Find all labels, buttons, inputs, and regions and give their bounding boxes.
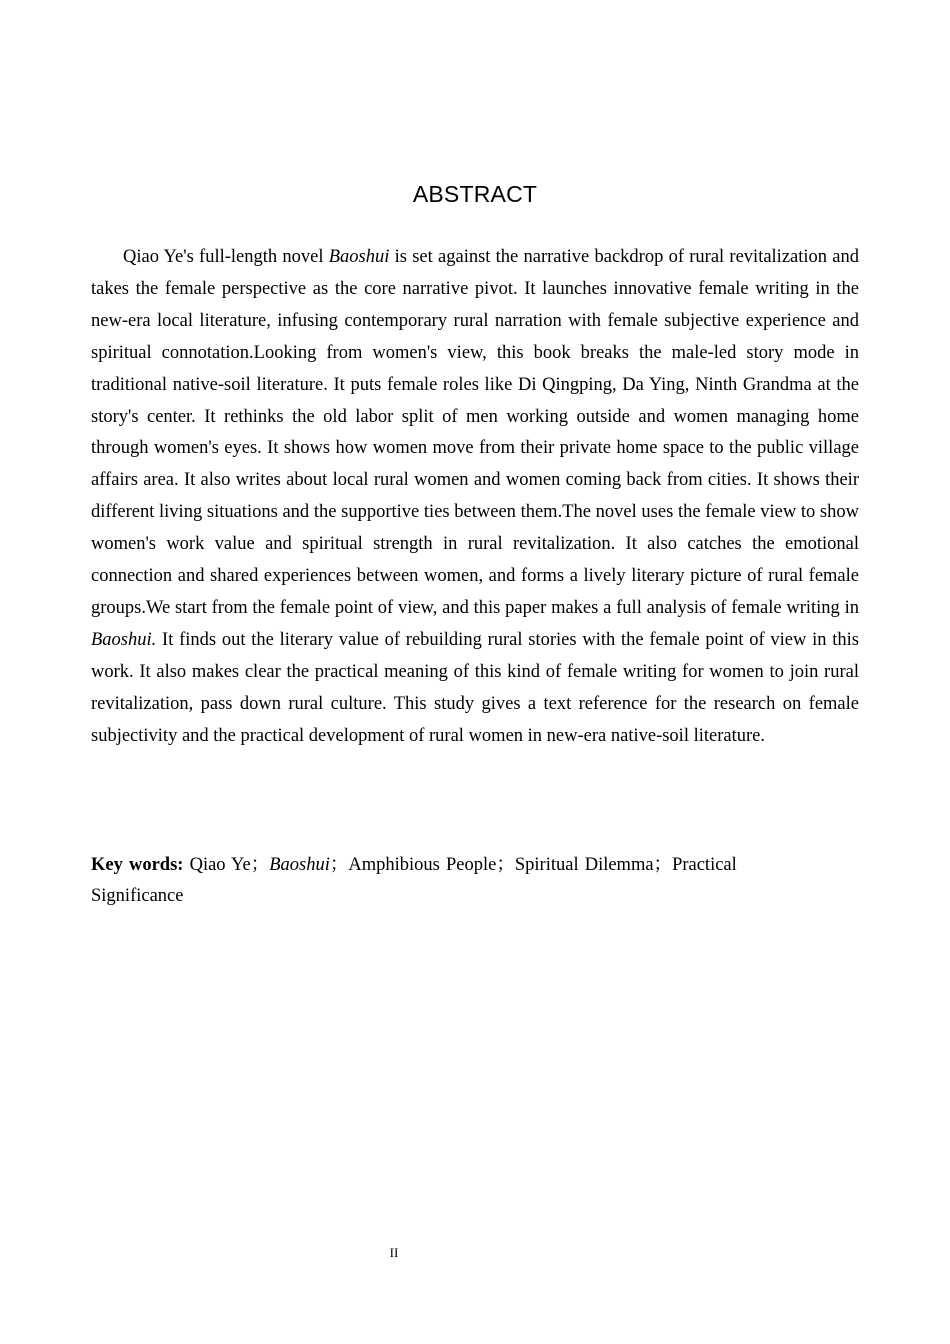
keyword-1: Qiao Ye [189, 855, 251, 875]
keywords-section [91, 850, 791, 912]
abstract-book-title-1: Baoshui [328, 247, 390, 267]
keyword-separator: ； [496, 855, 515, 875]
keyword-separator: ； [329, 855, 349, 875]
keyword-4: Spiritual Dilemma [514, 855, 654, 875]
keywords-label: Key words: [91, 855, 184, 875]
abstract-text-part-3: It finds out the literary value of rebuilding rural stories with the female point of view in this work. It also makes clear the practical meaning of this kind of female writing for women to join rural revitalization, pass down rural culture. This study gives a text reference for the research on female subjectivity and the practical development of rural women in new-era native-soil literature. [91, 629, 859, 746]
keyword-separator: ； [653, 855, 673, 875]
keyword-3: Amphibious People [348, 855, 497, 875]
abstract-text-part-2: is set against the narrative backdrop of rural revitalization and takes the female perspective as the core narrative pivot. It launches innovative female writing in the new-era local literature, infusing contemporary rural narration with female subjective experience and spiritual connotation.Looking from women's view, this book breaks the male-led story mode in traditional native-soil literature. It puts female roles like Di Qingping, Da Ying, Ninth Grandma at the story's center. It rethinks the old labor split of men working outside and women managing home through women's eyes. It shows how women move from their private home space to the public village affairs area. It also writes about local rural women and women coming back from cities. It shows their different living situations and the supportive ties between them.The novel uses the female view to show women's work value and spiritual strength in rural revitalization. It also catches the emotional connection and shared experiences between women, and forms a lively literary picture of rural female groups.We start from the female point of view, and this paper makes a full analysis of female writing in [91, 247, 859, 618]
keyword-5: Practical Significance [91, 855, 737, 906]
page-number: II [389, 1245, 399, 1260]
abstract-book-title-2: Baoshui. [91, 629, 157, 650]
abstract-title: ABSTRACT [412, 181, 538, 207]
keyword-2: Baoshui [269, 855, 330, 875]
keyword-separator: ； [250, 855, 270, 875]
abstract-body [91, 242, 859, 753]
abstract-text-part-1: Qiao Ye's full-length novel [123, 247, 329, 267]
